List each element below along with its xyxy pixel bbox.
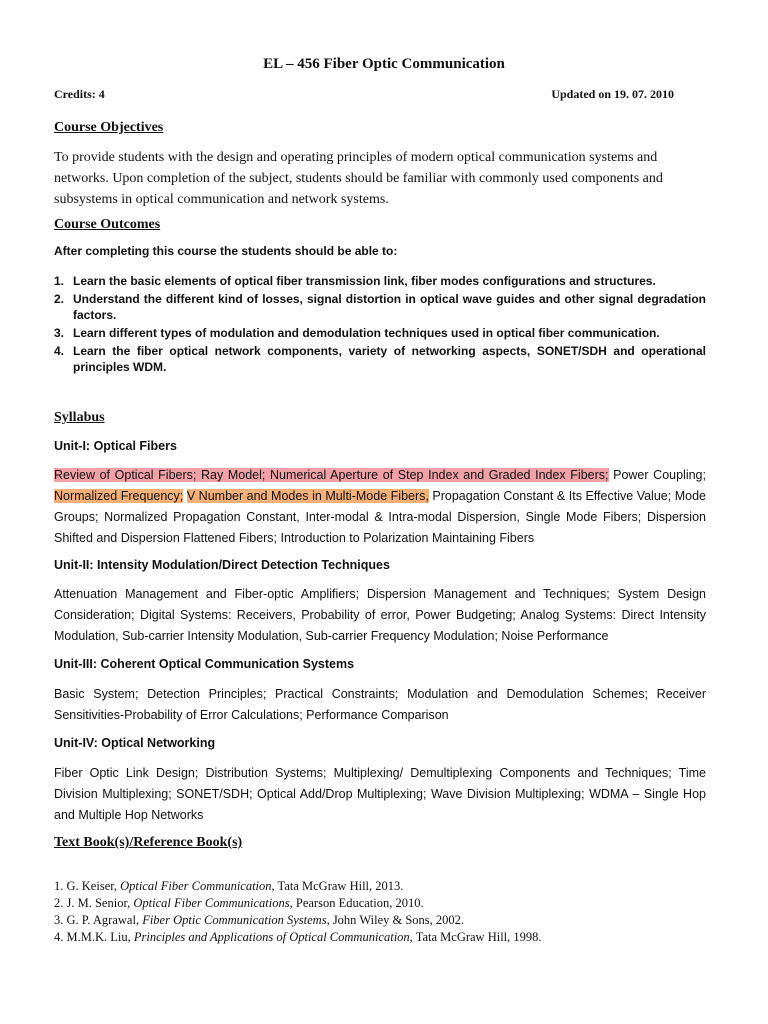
reference-title: Principles and Applications of Optical Communication,	[133, 930, 413, 944]
textbooks-heading: Text Book(s)/Reference Book(s)	[54, 835, 243, 850]
reference-list	[54, 878, 542, 946]
unit-1-text-part: Propagation Constant & Its Effective Value; Mode Groups; Normalized Propagation Constant, Inter-modal & Intra-modal Dispersion, Single Mode Fibers; Dispersion Shifted and Dispersion Flattened Fibers; Introduction to Polarization Maintaining Fibers	[54, 489, 706, 545]
reference-publisher: Tata McGraw Hill, 1998.	[412, 930, 542, 944]
list-item	[54, 291, 706, 323]
outcomes-heading: Course Outcomes	[54, 217, 161, 232]
reference-author: 2. J. M. Senior,	[54, 896, 134, 910]
reference-item	[54, 878, 542, 895]
reference-item	[54, 929, 542, 946]
highlight-orange: V Number and Modes in Multi-Mode Fibers,	[186, 489, 429, 503]
outcomes-list	[54, 273, 706, 377]
reference-item	[54, 912, 542, 929]
reference-title: Optical Fiber Communications	[133, 896, 290, 910]
list-item-number: 2.	[54, 292, 65, 306]
unit-4-text: Fiber Optic Link Design; Distribution Systems; Multiplexing/ Demultiplexing Components and Techniques; Time Division Multiplexing; SONET/SDH; Optical Add/Drop Multiplexing; Wave Division Multiplexing; WDMA – Single Hop and Multiple Hop Networks	[54, 766, 706, 822]
list-item	[54, 325, 706, 341]
list-item-number: 3.	[54, 326, 65, 340]
list-item-text: Understand the different kind of losses, signal distortion in optical wave guides and other signal degradation factors.	[73, 292, 706, 322]
unit-1-title: Unit-I: Optical Fibers	[54, 439, 177, 453]
unit-1-text-part: Power Coupling;	[608, 468, 706, 482]
list-item-text: Learn the basic elements of optical fiber transmission link, fiber modes configurations and structures.	[73, 274, 656, 288]
document-title: EL – 456 Fiber Optic Communication	[263, 56, 505, 72]
unit-2-title: Unit-II: Intensity Modulation/Direct Detection Techniques	[54, 558, 390, 572]
reference-publisher: , Pearson Education, 2010.	[289, 896, 424, 910]
reference-author: 1. G. Keiser,	[54, 879, 121, 893]
reference-title: Optical Fiber Communication	[120, 879, 272, 893]
list-item	[54, 343, 706, 375]
unit-2-text: Attenuation Management and Fiber-optic Amplifiers; Dispersion Management and Techniques; System Design Consideration; Digital Systems: Receivers, Probability of error, Power Budgeting; Analog Systems: Direct Intensity Modulation, Sub-carrier Intensity Modulation, Sub-carrier Frequency Modulation; Noise Performance	[54, 587, 706, 643]
reference-publisher: , John Wiley & Sons, 2002.	[326, 913, 465, 927]
objectives-text: To provide students with the design and operating principles of modern optical communication systems and networks. Upon completion of the subject, students should be familiar with commonly used components and subsystems in optical communication and network systems.	[54, 150, 663, 207]
list-item-text: Learn the fiber optical network components, variety of networking aspects, SONET/SDH and operational principles WDM.	[73, 344, 706, 374]
syllabus-heading: Syllabus	[54, 410, 105, 425]
unit-4-title: Unit-IV: Optical Networking	[54, 736, 216, 750]
list-item-number: 1.	[54, 274, 65, 288]
list-item	[54, 273, 706, 289]
credits-label: Credits: 4	[54, 87, 105, 101]
reference-author: 3. G. P. Agrawal,	[54, 913, 143, 927]
unit-3-title: Unit-III: Coherent Optical Communication Systems	[54, 657, 355, 671]
outcomes-intro: After completing this course the students should be able to:	[54, 244, 398, 258]
list-item-text: Learn different types of modulation and demodulation techniques used in optical fiber communication.	[73, 326, 660, 340]
unit-3-text: Basic System; Detection Principles; Practical Constraints; Modulation and Demodulation Schemes; Receiver Sensitivities-Probability of Error Calculations; Performance Comparison	[54, 687, 706, 722]
highlight-orange: Normalized Frequency;	[54, 489, 184, 503]
reference-publisher: , Tata McGraw Hill, 2013.	[271, 879, 404, 893]
highlight-red: Review of Optical Fibers; Ray Model; Numerical Aperture of Step Index and Graded Index Fibers;	[54, 468, 609, 482]
list-item-number: 4.	[54, 344, 65, 358]
updated-date: Updated on 19. 07. 2010	[551, 87, 674, 101]
unit-1-text	[54, 465, 706, 549]
reference-item	[54, 895, 542, 912]
objectives-heading: Course Objectives	[54, 120, 164, 135]
reference-title: Fiber Optic Communication Systems	[142, 913, 327, 927]
reference-author: 4. M.M.K. Liu,	[54, 930, 134, 944]
